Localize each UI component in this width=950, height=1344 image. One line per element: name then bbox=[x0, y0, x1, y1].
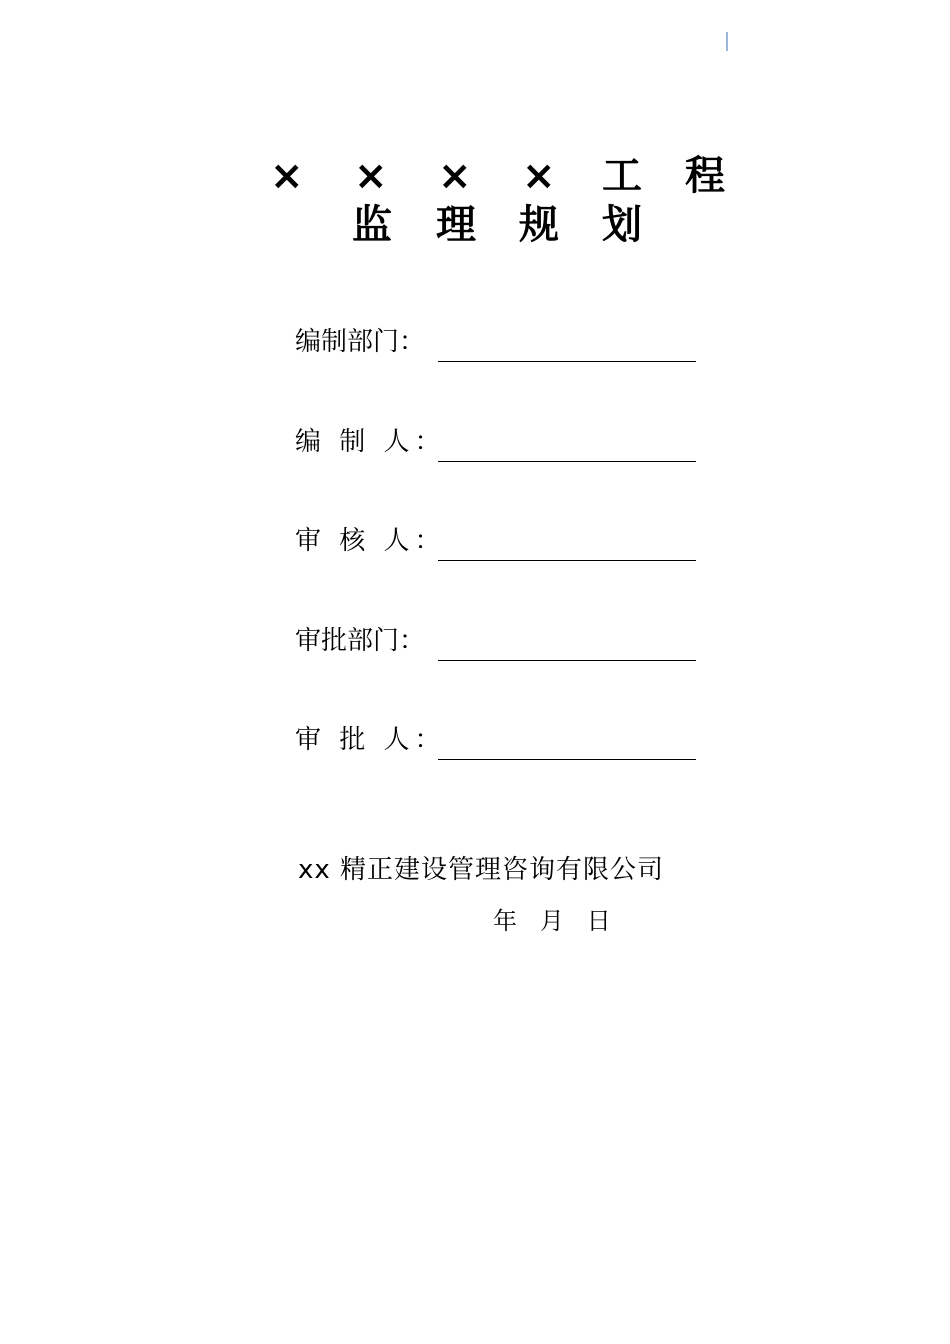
fill-in-line[interactable] bbox=[438, 461, 696, 462]
title-char: × bbox=[270, 153, 304, 199]
field-label: 审 核 人： bbox=[295, 526, 446, 556]
title-char: × bbox=[522, 153, 556, 199]
fill-in-line[interactable] bbox=[438, 560, 696, 561]
title-char: 划 bbox=[602, 202, 642, 248]
title-char: 程 bbox=[685, 153, 725, 199]
title-char: 工 bbox=[602, 153, 642, 199]
fill-in-line[interactable] bbox=[438, 759, 696, 760]
field-approving-department bbox=[295, 624, 705, 664]
field-reviewer bbox=[295, 524, 705, 564]
title-char: 理 bbox=[436, 202, 476, 248]
field-compiler bbox=[295, 425, 705, 465]
title-char: × bbox=[354, 153, 388, 199]
title-char: 规 bbox=[519, 202, 559, 248]
company-name: xx 精正建设管理咨询有限公司 bbox=[298, 855, 665, 885]
title-char: × bbox=[438, 153, 472, 199]
date-line: 年 月 日 bbox=[493, 907, 611, 935]
text-cursor bbox=[726, 32, 728, 51]
fill-in-line[interactable] bbox=[438, 361, 696, 362]
field-label: 编 制 人： bbox=[295, 427, 446, 457]
field-label: 编制部门： bbox=[295, 327, 426, 357]
field-approver bbox=[295, 723, 705, 763]
field-compiling-department bbox=[295, 325, 705, 365]
field-label: 审批部门： bbox=[295, 626, 426, 656]
field-label: 审 批 人： bbox=[295, 725, 446, 755]
fill-in-line[interactable] bbox=[438, 660, 696, 661]
title-char: 监 bbox=[352, 202, 392, 248]
